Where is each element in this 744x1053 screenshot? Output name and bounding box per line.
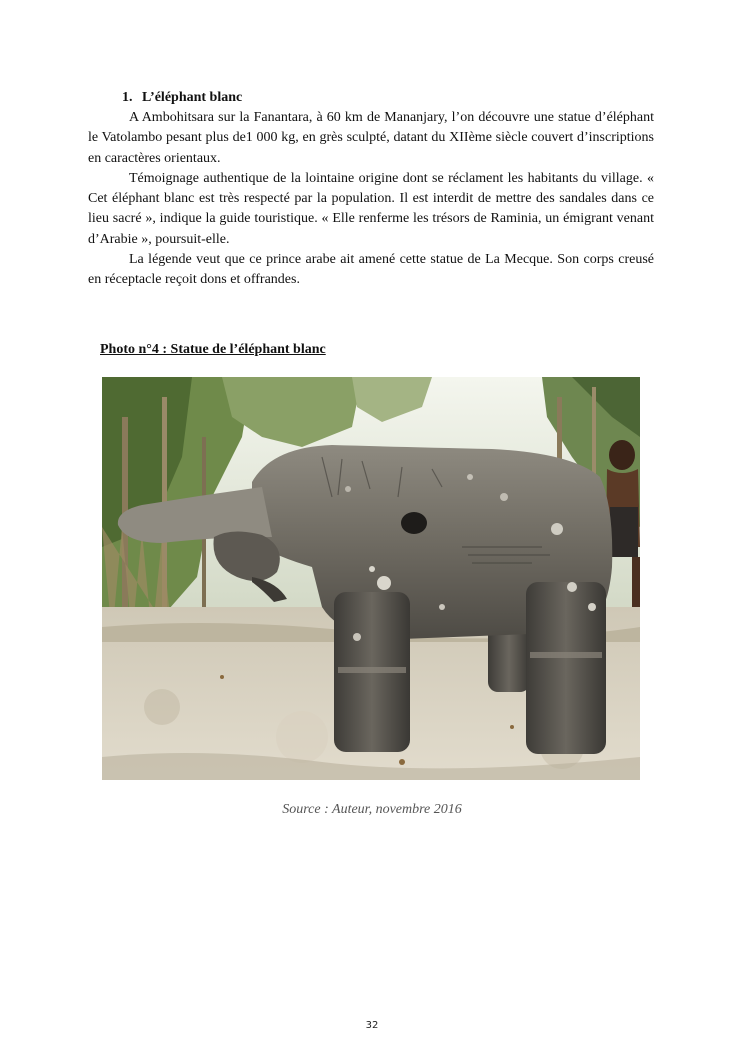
paragraph: La légende veut que ce prince arabe ait amené cette statue de La Mecque. Son corps creusé en réceptacle reçoit dons et offrandes. <box>88 252 654 288</box>
elephant-statue-photo <box>102 377 640 780</box>
photo-source: Source : Auteur, novembre 2016 <box>282 802 462 817</box>
section-title: L’éléphant blanc <box>142 90 243 105</box>
photo-illustration <box>102 377 640 780</box>
paragraph: A Ambohitsara sur la Fanantara, à 60 km de Mananjary, l’on découvre une statue d’éléphant le Vatolambo pesant plus de1 000 kg, en grès sculpté, datant du XIIème siècle couvert d’inscriptions en caractères orientaux. <box>88 110 654 166</box>
page-number: 32 <box>365 1020 379 1031</box>
body-text <box>88 108 654 291</box>
section-number: 1. <box>122 90 133 105</box>
photo-caption: Photo n°4 : Statue de l’éléphant blanc <box>100 342 326 357</box>
paragraph: Témoignage authentique de la lointaine origine dont se réclament les habitants du village. « Cet éléphant blanc est très respecté par la population. Il est interdit de mettre des sandales dans ce lieu sacré », indique la guide touristique. « Elle renferme les trésors de Raminia, un émigrant venant d’Arabie », poursuit-elle. <box>88 170 654 247</box>
section-heading <box>122 88 242 108</box>
